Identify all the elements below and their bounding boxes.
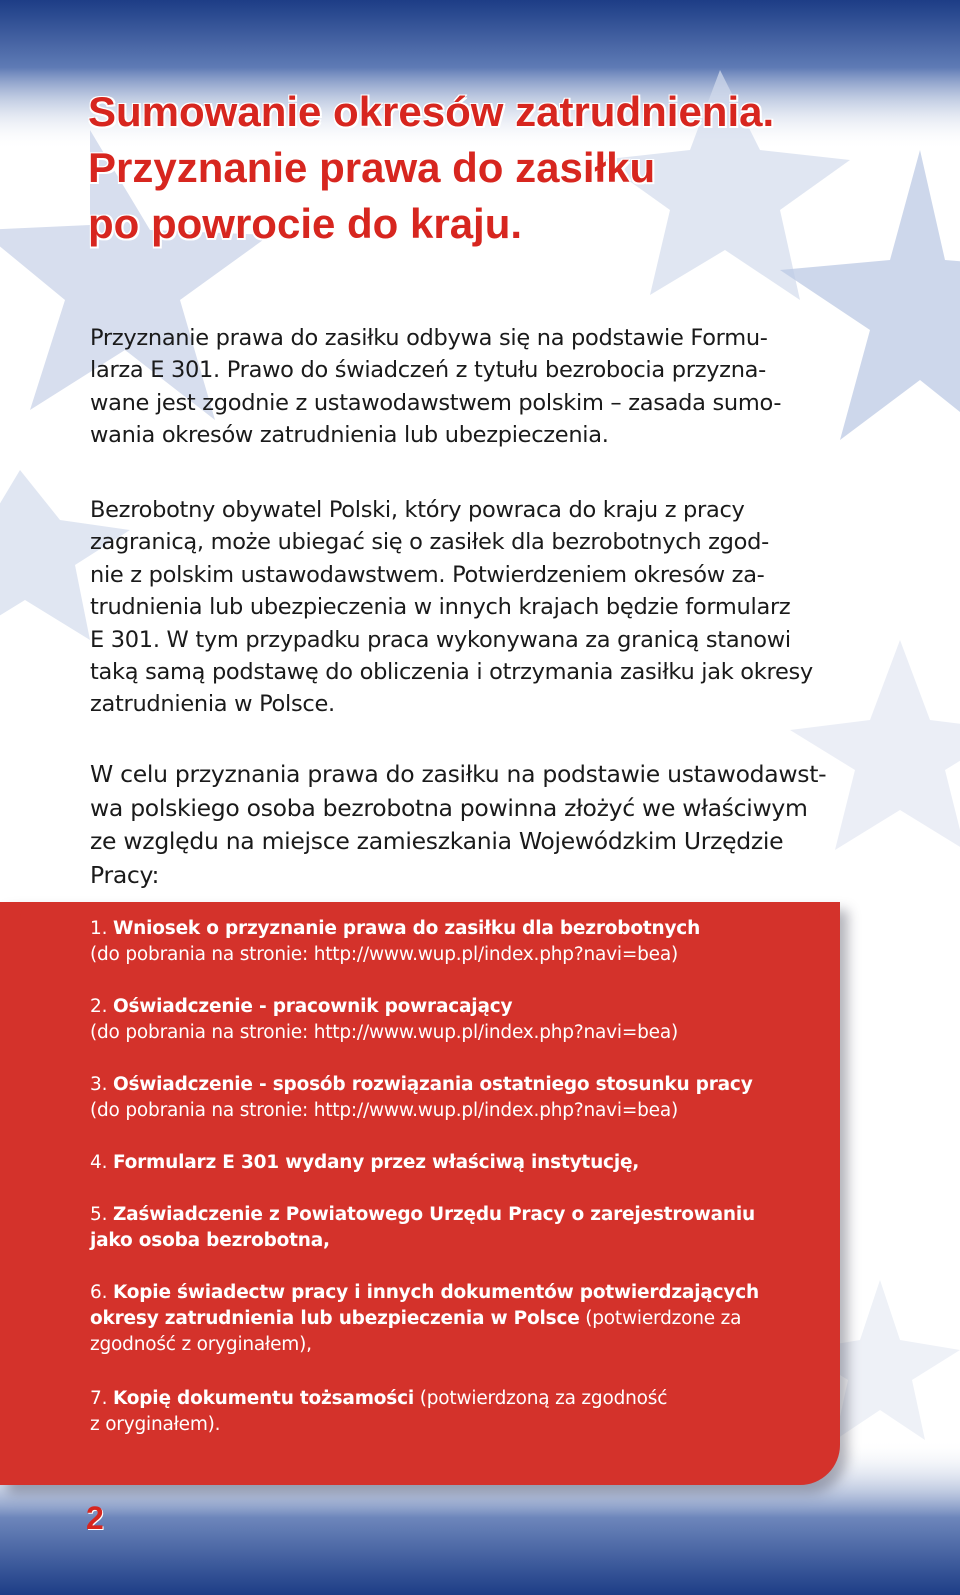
page-title [88, 84, 774, 252]
list-item-note: (do pobrania na stronie: http://www.wup.pl/index.php?navi=bea) [90, 1022, 679, 1043]
list-item-number: 3. [90, 1074, 113, 1095]
list-item-title: Kopię dokumentu tożsamości [112, 1388, 415, 1409]
list-item-title: Kopie świadectw pracy i innych dokumentów potwierdzających okresy zatrudnienia lub ubezpieczenia w Polsce [90, 1282, 759, 1329]
list-item-title: Oświadczenie - pracownik powracający [112, 996, 513, 1017]
list-item-number: 4. [90, 1152, 113, 1173]
list-item-number: 7. [90, 1388, 113, 1409]
list-item-title: Oświadczenie - sposób rozwiązania ostatniego stosunku pracy [112, 1074, 753, 1095]
paragraph-application: W celu przyznania prawa do zasiłku na podstawie ustawodawst- wa polskiego osoba bezrobotna powinna złożyć we właściwym ze względu na miejsce zamieszkania Wojewódzkim Urzędzie Pracy: [90, 760, 827, 889]
title-line-3: po powrocie do kraju. [88, 200, 523, 247]
list-item [90, 1280, 830, 1358]
list-item-note: (potwierdzone za zgodność z oryginałem), [90, 1308, 742, 1355]
title-line-1: Sumowanie okresów zatrudnienia. [88, 88, 775, 135]
paragraph-unemployed-citizen: Bezrobotny obywatel Polski, który powraca do kraju z pracy zagranicą, może ubiegać się o zasiłek dla bezrobotnych zgod- nie z polskim ustawodawstwem. Potwierdzeniem okresów za- trudnienia lub ubezpieczenia w innych krajach będzie formularz E 301. W tym przypadku praca wykonywana za granicą stanowi taką samą podstawę do obliczenia i otrzymania zasiłku jak okresy zatrudnienia w Polsce. [90, 497, 813, 718]
list-item-number: 6. [90, 1282, 113, 1303]
list-item [90, 1072, 830, 1124]
list-item-number: 1. [90, 918, 113, 939]
list-item-note: (do pobrania na stronie: http://www.wup.pl/index.php?navi=bea) [90, 1100, 679, 1121]
list-item-note: (potwierdzoną za zgodność z oryginałem). [90, 1388, 668, 1435]
list-item-title: Wniosek o przyznanie prawa do zasiłku dla bezrobotnych [112, 918, 701, 939]
list-item [90, 1386, 830, 1438]
paragraph-intro: Przyznanie prawa do zasiłku odbywa się na podstawie Formu- larza E 301. Prawo do świadczeń z tytułu bezrobocia przyzna- wane jest zgodnie z ustawodawstwem polskim – zasada sumo- wania okresów zatrudnienia lub ubezpieczenia. [90, 325, 782, 449]
list-item-number: 2. [90, 996, 113, 1017]
list-item [90, 916, 830, 968]
list-item-number: 5. [90, 1204, 113, 1225]
list-item-title: Zaświadczenie z Powiatowego Urzędu Pracy o zarejestrowaniu jako osoba bezrobotna, [90, 1204, 756, 1251]
title-line-2: Przyznanie prawa do zasiłku [88, 144, 656, 191]
list-item [90, 994, 830, 1046]
list-item [90, 1202, 830, 1254]
list-item-note: (do pobrania na stronie: http://www.wup.pl/index.php?navi=bea) [90, 944, 679, 965]
list-item [90, 1150, 830, 1176]
page-number: 2 [86, 1500, 104, 1536]
list-item-title: Formularz E 301 wydany przez właściwą instytucję, [112, 1152, 640, 1173]
